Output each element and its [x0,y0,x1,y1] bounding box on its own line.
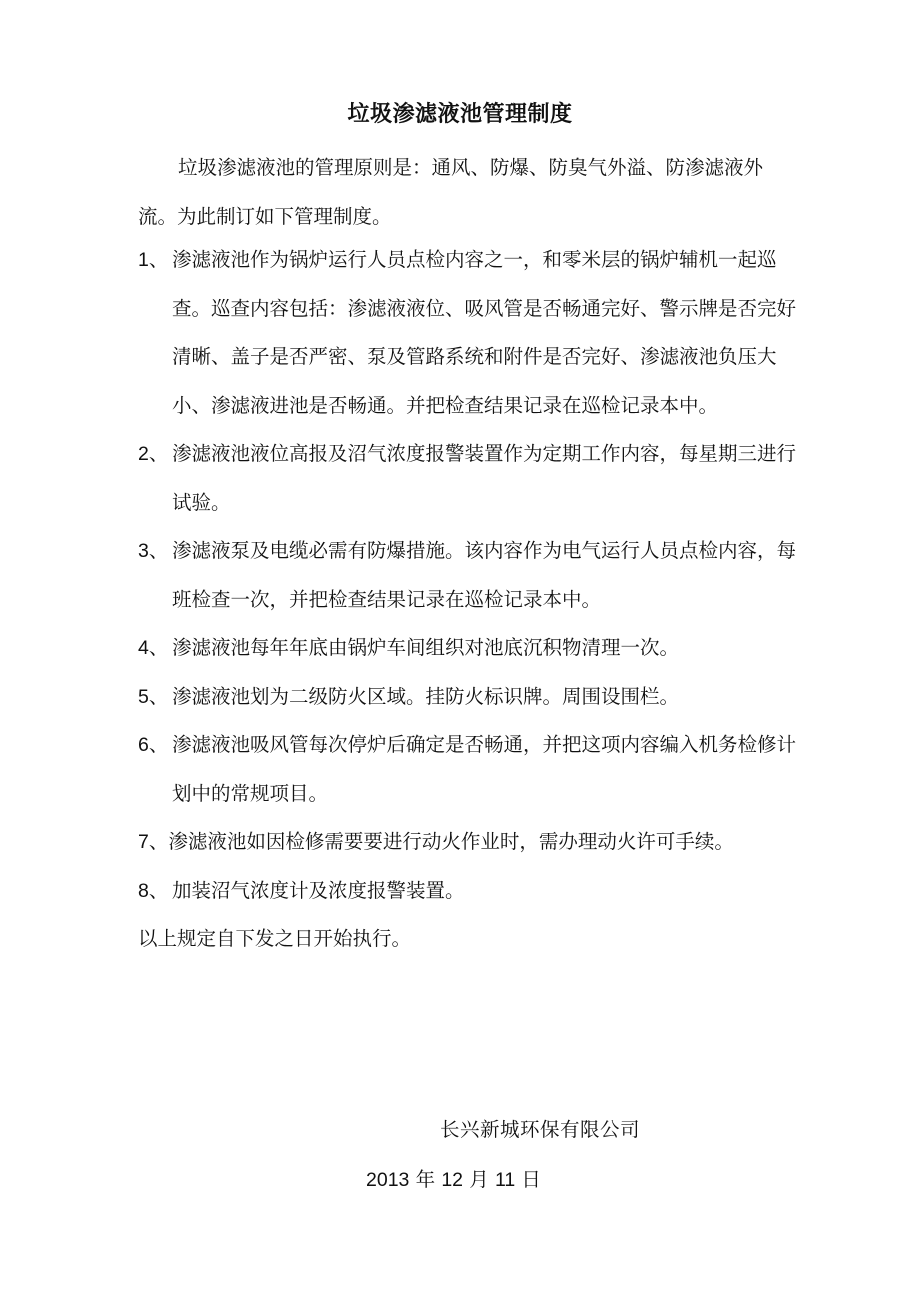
item-text: 渗滤液池每年年底由锅炉车间组织对池底沉积物清理一次。 [172,636,680,659]
item-separator: 、 [148,830,169,853]
document-title: 垃圾渗滤液池管理制度 [347,101,573,127]
item-number: 8 [138,879,149,902]
list-item [138,673,798,722]
item-number: 3 [138,540,149,562]
item-number: 6 [138,734,149,756]
item-number: 1 [138,249,149,271]
item-text: 加装沼气浓度计及浓度报警装置。 [172,878,465,902]
closing-statement: 以上规定自下发之日开始执行。 [138,927,412,950]
item-separator: 、 [148,684,169,708]
list-item [138,527,798,624]
item-separator: 、 [148,636,169,659]
item-separator: 、 [148,878,169,902]
intro-paragraph: 垃圾渗滤液池的管理原则是：通风、防爆、防臭气外溢、防渗滤液外流。为此制订如下管理制度。 [138,156,764,228]
item-text: 渗滤液池液位高报及沼气浓度报警装置作为定期工作内容，每星期三进行试验。 [172,442,797,514]
company-signature: 长兴新城环保有限公司 [440,1118,641,1141]
item-separator: 、 [148,442,169,465]
rules-list [138,236,798,964]
date-day: 11 [494,1169,516,1191]
list-item [138,721,798,818]
list-item [138,624,798,673]
list-item [138,867,798,916]
item-separator: 、 [148,733,169,756]
date-year-unit: 年 [415,1168,436,1191]
date-month: 12 [441,1169,464,1191]
item-number: 5 [138,685,149,708]
item-text: 渗滤液池划为二级防火区域。挂防火标识牌。周围设围栏。 [172,684,680,708]
list-item [138,818,798,867]
item-text: 渗滤液池如因检修需要要进行动火作业时，需办理动火许可手续。 [168,830,734,853]
item-separator: 、 [148,539,169,562]
item-number: 2 [138,443,149,465]
date-day-unit: 日 [521,1168,541,1191]
signature-date [366,1162,541,1198]
list-item [138,430,798,527]
item-number: 7 [138,831,149,853]
item-text: 渗滤液池作为锅炉运行人员点检内容之一，和零米层的锅炉辅机一起巡查。巡查内容包括：渗滤液液位、吸风管是否畅通完好、警示牌是否完好清晰、盖子是否严密、泵及管路系统和附件是否完好、渗滤液池负压大小、渗滤液进池是否畅通。并把检查结果记录在巡检记录本中。 [172,248,797,417]
list-item [138,236,798,430]
item-separator: 、 [148,248,169,271]
date-month-unit: 月 [469,1168,489,1191]
item-text: 渗滤液池吸风管每次停炉后确定是否畅通，并把这项内容编入机务检修计划中的常规项目。 [172,733,797,805]
item-text: 渗滤液泵及电缆必需有防爆措施。该内容作为电气运行人员点检内容，每班检查一次，并把检查结果记录在巡检记录本中。 [172,539,797,611]
item-number: 4 [138,637,149,659]
date-year: 2013 [366,1169,410,1191]
